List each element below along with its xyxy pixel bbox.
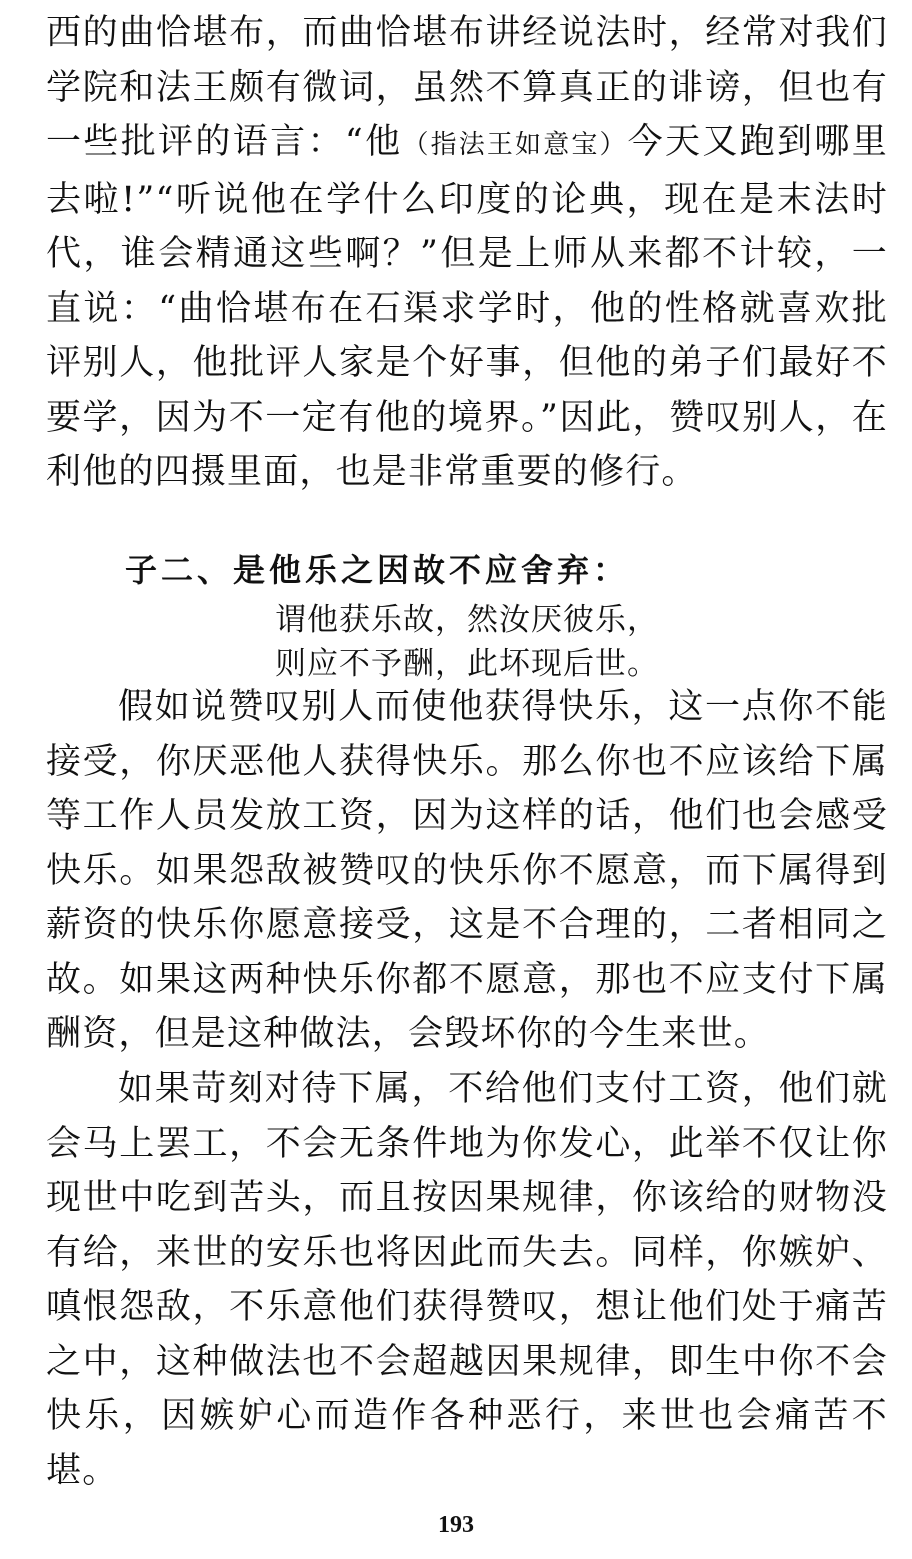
paragraph-1-text-b: 今天又跑到哪里去啦!”“听说他在学什么印度的论典，现在是末法时代，谁会精通这些啊？”但是上师从来都不计较，一直说：“曲恰堪布在石渠求学时，他的性格就喜欢批评别人，他批评人家是个好事，但他的弟子们最好不要学，因为不一定有他的境界。”因此，赞叹别人，在利他的四摄里面，也是非常重要的修行。: [46, 122, 888, 492]
paragraph-1: [46, 6, 888, 500]
paragraph-1-text-a: 西的曲恰堪布，而曲恰堪布讲经说法时，经常对我们学院和法王颇有微词，虽然不算真正的诽谤，但也有一些批评的语言：“他: [46, 13, 888, 162]
verse-block: [275, 598, 659, 686]
section-heading: 子二、是他乐之因故不应舍弃：: [125, 551, 630, 589]
verse-line-1: 谓他获乐故，然汝厌彼乐，: [275, 602, 659, 638]
verse-line-2: 则应不予酬，此坏现后世。: [275, 646, 659, 682]
inline-note: （指法王如意宝）: [402, 130, 628, 160]
page-number: 193: [438, 1512, 474, 1538]
paragraph-2: 假如说赞叹别人而使他获得快乐，这一点你不能接受，你厌恶他人获得快乐。那么你也不应该给下属等工作人员发放工资，因为这样的话，他们也会感受快乐。如果怨敌被赞叹的快乐你不愿意，而下属得到薪资的快乐你愿意接受，这是不合理的，二者相同之故。如果这两种快乐你都不愿意，那也不应支付下属酬资，但是这种做法，会毁坏你的今生来世。: [46, 687, 888, 1054]
paragraph-3: 如果苛刻对待下属，不给他们支付工资，他们就会马上罢工，不会无条件地为你发心，此举不仅让你现世中吃到苦头，而且按因果规律，你该给的财物没有给，来世的安乐也将因此而失去。同样，你嫉妒、嗔恨怨敌，不乐意他们获得赞叹，想让他们处于痛苦之中，这种做法也不会超越因果规律，即生中你不会快乐，因嫉妒心而造作各种恶行，来世也会痛苦不堪。: [46, 1069, 888, 1491]
